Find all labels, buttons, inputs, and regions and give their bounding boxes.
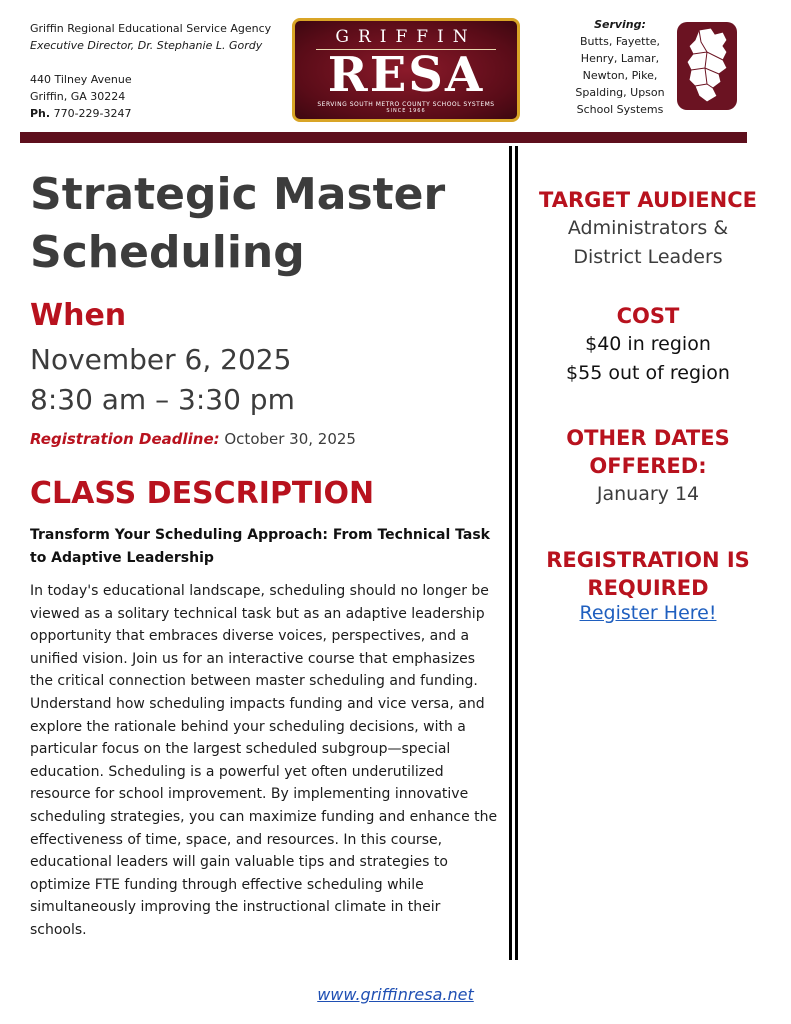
column-divider (515, 146, 518, 960)
serving-line: Spalding, Upson (575, 86, 665, 99)
logo-line3: SERVING SOUTH METRO COUNTY SCHOOL SYSTEMS (317, 101, 495, 108)
registration-heading-line2: REQUIRED (587, 576, 709, 600)
serving-block (572, 16, 668, 118)
serving-line: School Systems (576, 103, 664, 116)
event-time: 8:30 am – 3:30 pm (30, 383, 295, 416)
footer (0, 985, 791, 1004)
register-here-link[interactable]: Register Here! (579, 602, 717, 624)
event-datetime (30, 340, 295, 420)
org-address-line2: Griffin, GA 30224 (30, 90, 126, 103)
registration-heading-line1: REGISTRATION IS (546, 548, 750, 572)
serving-line: Butts, Fayette, (579, 35, 661, 48)
registration-deadline (30, 430, 356, 448)
target-audience-heading: TARGET AUDIENCE (539, 188, 757, 212)
event-date: November 6, 2025 (30, 343, 292, 376)
cost-out-of-region: $55 out of region (566, 362, 730, 384)
other-dates-section (530, 424, 766, 509)
page-title (30, 166, 500, 282)
cost-in-region: $40 in region (585, 333, 711, 355)
deadline-label: Registration Deadline: (30, 430, 220, 448)
logo-line4: SINCE 1966 (386, 108, 426, 114)
header-divider (20, 132, 747, 143)
when-heading: When (30, 298, 127, 333)
target-audience-section (530, 186, 766, 272)
org-address-line1: 440 Tilney Avenue (30, 73, 132, 86)
serving-line: Newton, Pike, (582, 69, 658, 82)
deadline-value: October 30, 2025 (219, 430, 356, 448)
other-dates-heading-line1: OTHER DATES (566, 426, 730, 450)
logo-line2: RESA (327, 47, 485, 103)
serving-heading: Serving: (594, 18, 646, 31)
audience-line2: District Leaders (573, 246, 723, 268)
title-line2: Scheduling (30, 227, 305, 278)
org-name: Griffin Regional Educational Service Agency (30, 22, 272, 35)
class-subtitle: Transform Your Scheduling Approach: From Technical Task to Adaptive Leadership (30, 527, 490, 566)
website-link[interactable]: www.griffinresa.net (317, 985, 474, 1004)
title-line1: Strategic Master (30, 169, 446, 220)
serving-line: Henry, Lamar, (580, 52, 660, 65)
griffin-resa-logo (292, 18, 520, 122)
other-date-value: January 14 (596, 483, 700, 505)
org-phone (30, 105, 271, 122)
logo-line1: GRIFFIN (335, 27, 477, 47)
audience-line1: Administrators & (567, 217, 729, 239)
org-director: Executive Director, Dr. Stephanie L. Gordy (30, 39, 263, 52)
phone-label: Ph. (30, 107, 51, 120)
column-divider (509, 146, 512, 960)
cost-heading: COST (616, 304, 680, 328)
other-dates-heading-line2: OFFERED: (589, 454, 707, 478)
phone-number: 770-229-3247 (53, 107, 132, 120)
cost-section (530, 302, 766, 388)
registration-section (530, 546, 766, 624)
class-description-body: In today's educational landscape, scheduling should no longer be viewed as a solitary technical task but as an adaptive leadership opportunity that embraces diverse voices, perspectives, and a unified vision. Join us for an interactive course that emphasizes the critical connection between master scheduling and funding. Understand how scheduling impacts funding and vice versa, and explore the rationale behind your scheduling decisions, with a particular focus on the largest scheduled subgroup—special education. Scheduling is a powerful yet often underutilized resource for school improvement. By implementing innovative scheduling strategies, you can maximize funding and enhance the effectiveness of time, space, and resources. In this course, educational leaders will gain valuable tips and strategies to optimize FTE funding through effective scheduling while simultaneously improving the instructional climate in their schools. (30, 583, 498, 938)
class-description-heading: CLASS DESCRIPTION (30, 476, 375, 511)
org-info (30, 20, 271, 122)
region-map-icon (677, 22, 737, 110)
